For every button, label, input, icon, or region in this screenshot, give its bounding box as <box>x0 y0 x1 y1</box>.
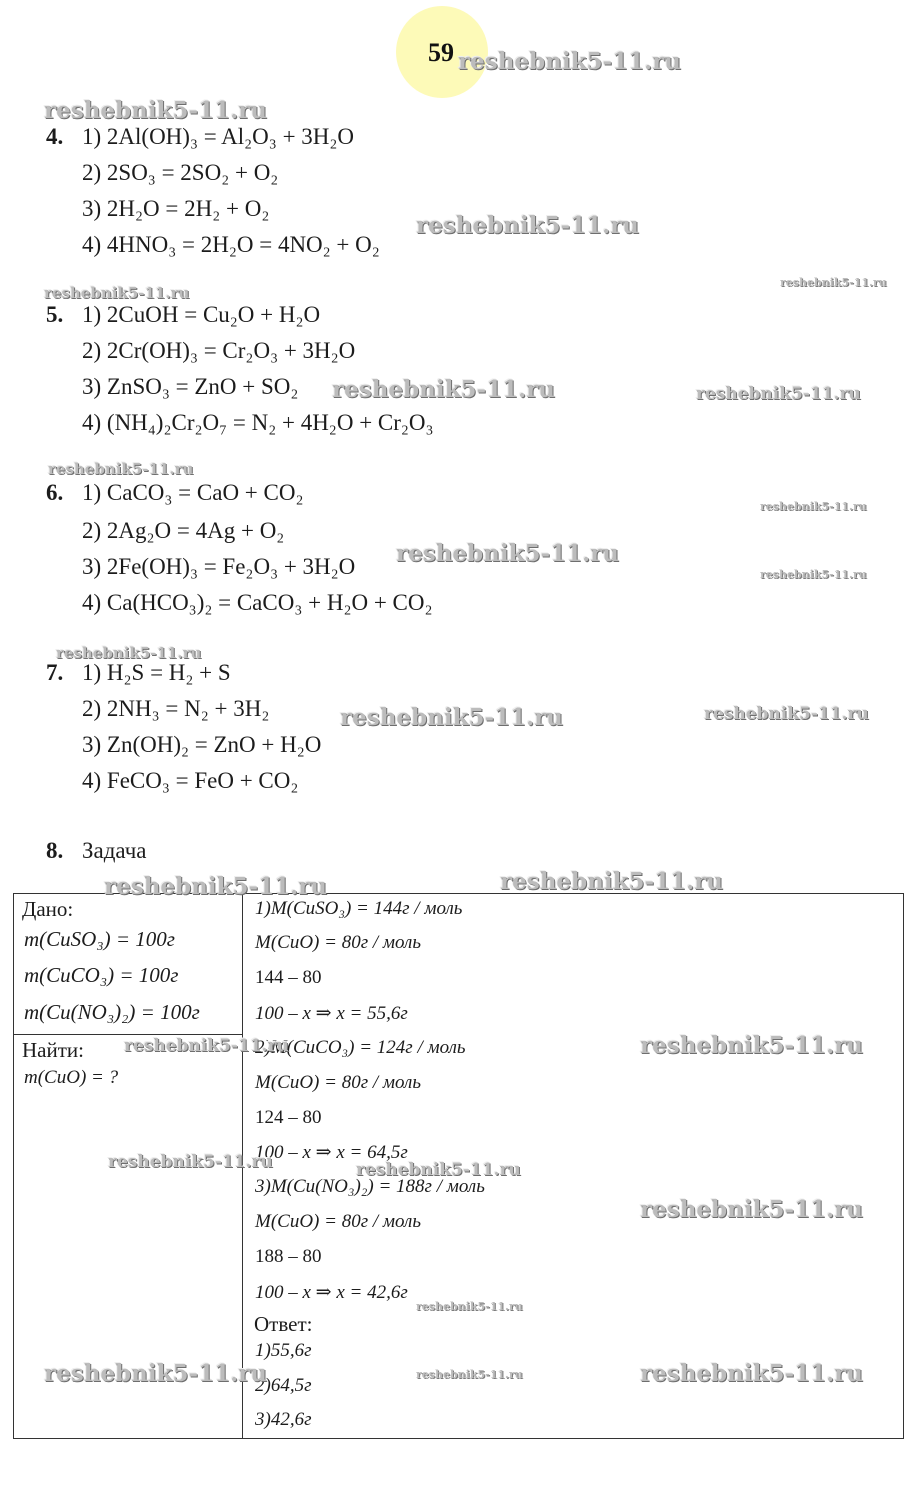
exercise-6-line-1: 1) CaCO₃ = CaO + CO₂ <box>82 480 304 505</box>
answer-label: Ответ: <box>254 1312 313 1336</box>
exercise-8-title: Задача <box>82 838 147 863</box>
exercise-6-line-3: 3) 2Fe(OH)₃ = Fe₂O₃ + 3H₂O <box>82 554 356 579</box>
page-number: 59 <box>428 38 454 67</box>
watermark: reshebnik5-11.ru <box>124 1036 289 1056</box>
exercise-6-line-2: 2) 2Ag₂O = 4Ag + O₂ <box>82 518 285 543</box>
watermark: reshebnik5-11.ru <box>356 1160 521 1180</box>
solution-line: 1)M(CuSO₃) = 144г / моль <box>255 898 463 919</box>
watermark: reshebnik5-11.ru <box>760 568 867 581</box>
answer-item: 2)64,5г <box>255 1375 312 1396</box>
find-label: Найти: <box>22 1038 84 1062</box>
solution-line: M(CuO) = 80г / моль <box>255 1072 421 1093</box>
watermark: reshebnik5-11.ru <box>108 1152 273 1172</box>
watermark: reshebnik5-11.ru <box>416 1368 523 1381</box>
watermark: reshebnik5-11.ru <box>332 376 555 403</box>
solution-line: 144 – 80 <box>255 967 322 988</box>
watermark: reshebnik5-11.ru <box>704 704 869 724</box>
watermark: reshebnik5-11.ru <box>44 1360 267 1387</box>
watermark: reshebnik5-11.ru <box>760 500 867 513</box>
exercise-6-number: 6. <box>46 480 64 505</box>
given-item: m(CuCO₃) = 100г <box>24 963 179 987</box>
exercise-4-line-2: 2) 2SO₃ = 2SO₂ + O₂ <box>82 160 279 185</box>
given-label: Дано: <box>22 897 74 921</box>
exercise-6-line-4: 4) Ca(HCO₃)₂ = CaCO₃ + H₂O + CO₂ <box>82 590 433 615</box>
exercise-4-line-3: 3) 2H₂O = 2H₂ + O₂ <box>82 196 270 221</box>
find-item: m(CuO) = ? <box>24 1067 119 1088</box>
watermark: reshebnik5-11.ru <box>458 48 681 75</box>
exercise-7-number: 7. <box>46 660 64 685</box>
watermark: reshebnik5-11.ru <box>500 868 723 895</box>
exercise-5-line-2: 2) 2Cr(OH)₃ = Cr₂O₃ + 3H₂O <box>82 338 356 363</box>
given-item: m(Cu(NO₃)₂) = 100г <box>24 1000 200 1024</box>
solution-line: 100 – x ⇒ x = 64,5г <box>255 1142 408 1163</box>
watermark: reshebnik5-11.ru <box>416 212 639 239</box>
watermark: reshebnik5-11.ru <box>44 97 267 124</box>
solution-line: 100 – x ⇒ x = 55,6г <box>255 1003 408 1024</box>
solution-line: 188 – 80 <box>255 1246 322 1267</box>
watermark: reshebnik5-11.ru <box>640 1032 863 1059</box>
watermark: reshebnik5-11.ru <box>416 1300 523 1313</box>
watermark: reshebnik5-11.ru <box>340 704 563 731</box>
answer-item: 1)55,6г <box>255 1340 312 1361</box>
exercise-5-line-4: 4) (NH₄)₂Cr₂O₇ = N₂ + 4H₂O + Cr₂O₃ <box>82 410 434 435</box>
exercise-5-line-1: 1) 2CuOH = Cu₂O + H₂O <box>82 302 321 327</box>
watermark: reshebnik5-11.ru <box>696 384 861 404</box>
given-find-divider <box>13 1034 243 1035</box>
solution-line: M(CuO) = 80г / моль <box>255 1211 421 1232</box>
watermark: reshebnik5-11.ru <box>104 873 327 900</box>
watermark: reshebnik5-11.ru <box>396 540 619 567</box>
exercise-7-line-3: 3) Zn(OH)₂ = ZnO + H₂O <box>82 732 322 757</box>
exercise-7-line-4: 4) FeCO₃ = FeO + CO₂ <box>82 768 299 793</box>
exercise-7-line-2: 2) 2NH₃ = N₂ + 3H₂ <box>82 696 270 721</box>
exercise-4-line-4: 4) 4HNO₃ = 2H₂O = 4NO₂ + O₂ <box>82 232 380 257</box>
exercise-8-number: 8. <box>46 838 64 863</box>
solution-line: M(CuO) = 80г / моль <box>255 932 421 953</box>
watermark: reshebnik5-11.ru <box>44 284 190 302</box>
watermark: reshebnik5-11.ru <box>640 1196 863 1223</box>
exercise-4-line-1: 1) 2Al(OH)₃ = Al₂O₃ + 3H₂O <box>82 124 355 149</box>
solution-line: 100 – x ⇒ x = 42,6г <box>255 1282 408 1303</box>
answer-item: 3)42,6г <box>255 1409 312 1430</box>
exercise-7-line-1: 1) H₂S = H₂ + S <box>82 660 231 685</box>
watermark: reshebnik5-11.ru <box>48 460 194 478</box>
exercise-5-number: 5. <box>46 302 64 327</box>
watermark: reshebnik5-11.ru <box>56 644 202 662</box>
solution-line: 124 – 80 <box>255 1107 322 1128</box>
solution-line: 3)M(Cu(NO₃)₂) = 188г / моль <box>255 1176 485 1197</box>
solution-line: 2)M(CuCO₃) = 124г / моль <box>255 1037 466 1058</box>
watermark: reshebnik5-11.ru <box>780 276 887 289</box>
watermark: reshebnik5-11.ru <box>640 1360 863 1387</box>
exercise-4-number: 4. <box>46 124 64 149</box>
given-item: m(CuSO₃) = 100г <box>24 927 175 951</box>
exercise-5-line-3: 3) ZnSO₃ = ZnO + SO₂ <box>82 374 299 399</box>
